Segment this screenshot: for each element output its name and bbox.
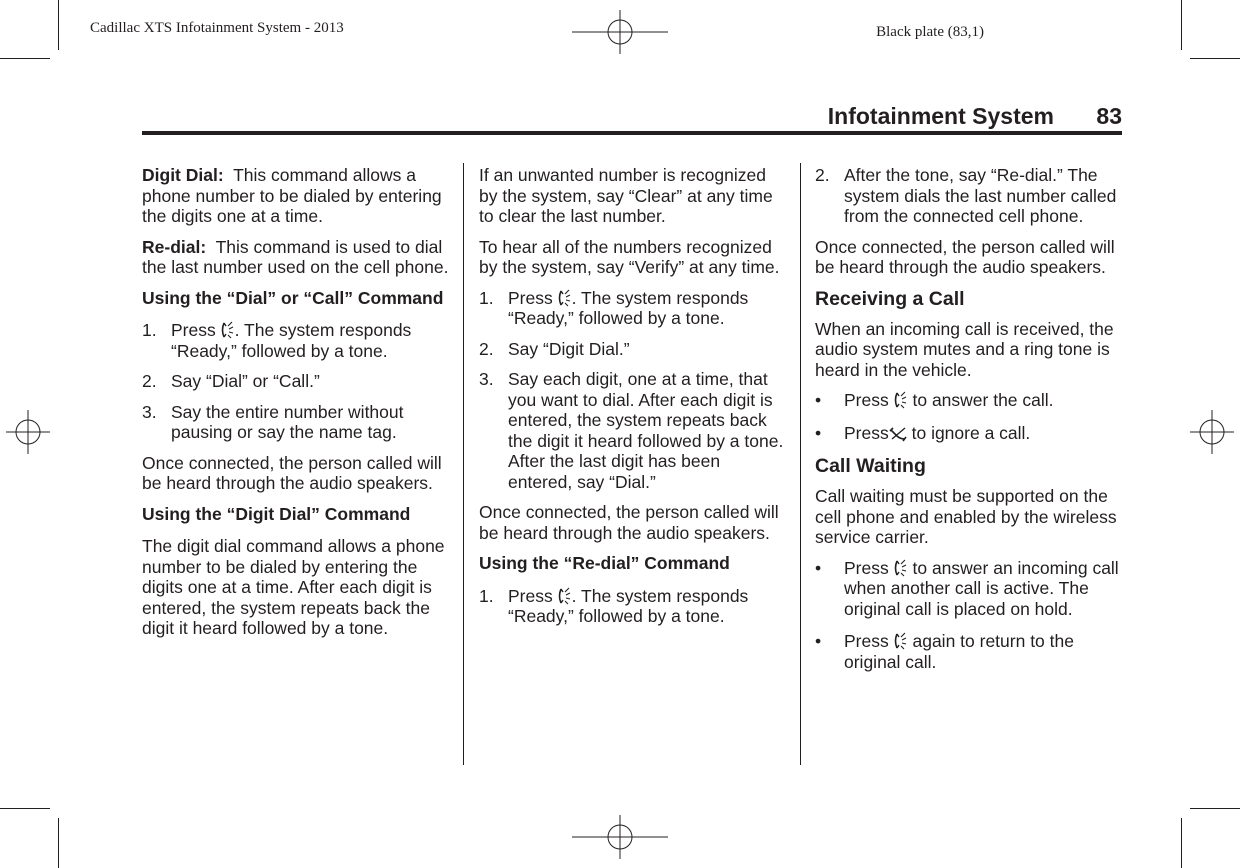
phone-talk-icon — [894, 631, 908, 652]
step-item: 1. Press . The system responds “Ready,” followed by a tone. — [142, 320, 412, 361]
phone-talk-icon — [221, 320, 235, 341]
phone-talk-icon — [894, 390, 908, 411]
bullet-icon: • — [815, 390, 822, 410]
bullet-item: • Press to answer the call. — [815, 390, 1054, 410]
step-item: 3. Say each digit, one at a time, that you want to dial. After each digit is entered, the system repeats back the digit it heard followed by a tone. After the last digit has been entered, say “Dial.” — [479, 369, 784, 492]
document-slug: Cadillac XTS Infotainment System - 2013 — [90, 20, 344, 36]
column-1 — [142, 165, 450, 649]
step-item: 1. Press . The system responds “Ready,” followed by a tone. — [479, 287, 749, 328]
phone-talk-icon — [558, 586, 572, 607]
paragraph: To hear all of the numbers recognized by the system, say “Verify” at any time. — [479, 236, 780, 277]
paragraph: When an incoming call is received, the audio system mutes and a ring tone is heard in the vehicle. — [815, 318, 1114, 380]
header-rule — [142, 131, 1122, 135]
registration-target-icon — [1190, 410, 1234, 454]
bullet-item: • Press to answer an incoming call when another call is active. The original call is placed on hold. — [815, 557, 1119, 619]
page-number: 83 — [1096, 103, 1122, 129]
crop-mark — [0, 808, 50, 809]
crop-mark — [0, 58, 50, 59]
section-heading: Receiving a Call — [815, 287, 965, 310]
step-item: 2. Say “Digit Dial.” — [479, 338, 630, 359]
column-divider — [463, 163, 464, 765]
paragraph: Once connected, the person called will be heard through the audio speakers. — [815, 236, 1115, 277]
column-divider — [800, 163, 801, 765]
registration-target-icon — [572, 10, 668, 54]
phone-talk-icon — [894, 558, 908, 579]
bullet-item: • Press to ignore a call. — [815, 422, 1031, 443]
step-item: 3. Say the entire number without pausing or say the name tag. — [142, 401, 404, 442]
bullet-icon: • — [815, 631, 822, 651]
crop-mark — [58, 0, 59, 50]
paragraph: Call waiting must be supported on the cell phone and enabled by the wireless service carrier. — [815, 486, 1117, 547]
crop-mark — [1190, 808, 1240, 809]
subheading: Using the “Digit Dial” Command — [142, 503, 411, 524]
crop-mark — [1181, 818, 1182, 868]
section-title: Infotainment System — [827, 103, 1054, 129]
column-3 — [815, 165, 1123, 684]
crop-mark — [1181, 0, 1182, 50]
term: Digit Dial: — [142, 165, 224, 185]
crop-mark — [1190, 58, 1240, 59]
phone-talk-icon — [558, 288, 572, 309]
term: Re-dial: — [142, 236, 207, 257]
crop-mark — [58, 818, 59, 868]
registration-target-icon — [572, 815, 668, 859]
subheading: Using the “Dial” or “Call” Command — [142, 287, 444, 308]
registration-target-icon — [6, 410, 50, 454]
plate-label: Black plate (83,1) — [876, 24, 984, 40]
step-item: 2. Say “Dial” or “Call.” — [142, 371, 320, 391]
paragraph: Once connected, the person called will be heard through the audio speakers. — [479, 502, 779, 543]
step-item: 2. After the tone, say “Re-dial.” The system dials the last number called from the connected cell phone. — [815, 165, 1117, 226]
column-2 — [479, 165, 785, 637]
paragraph: Once connected, the person called will be heard through the audio speakers. — [142, 452, 442, 493]
paragraph: If an unwanted number is recognized by the system, say “Clear” at any time to clear the last number. — [479, 165, 773, 226]
bullet-item: • Press again to return to the original call. — [815, 631, 1074, 672]
paragraph: Digit Dial: This command allows a phone number to be dialed by entering the digits one at a time. — [142, 165, 442, 226]
step-item: 1. Press . The system responds “Ready,” followed by a tone. — [479, 585, 749, 626]
bullet-icon: • — [815, 557, 822, 578]
section-heading: Call Waiting — [815, 455, 926, 477]
paragraph: The digit dial command allows a phone number to be dialed by entering the digits one at a time. After each digit is entered, the system repeats back the digit it heard followed by a tone. — [142, 536, 445, 638]
bullet-icon: • — [815, 422, 822, 443]
phone-hangup-icon — [889, 423, 907, 444]
paragraph: Re-dial: This command is used to dial the last number used on the cell phone. — [142, 236, 449, 277]
subheading: Using the “Re-dial” Command — [479, 553, 730, 573]
